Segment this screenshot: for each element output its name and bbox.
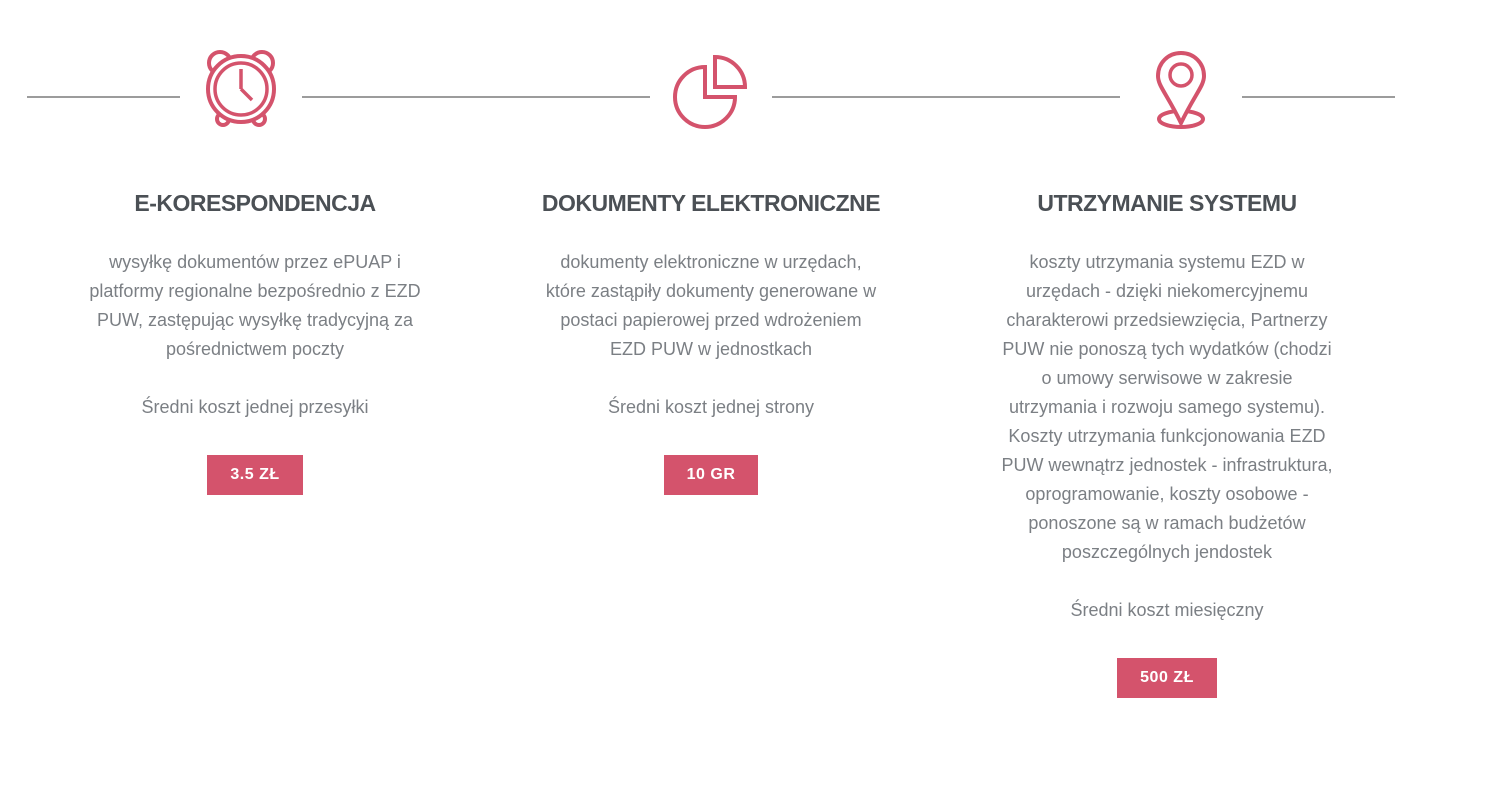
cost-label: Średni koszt jednej strony bbox=[607, 397, 815, 417]
column-title: DOKUMENTY ELEKTRONICZNE bbox=[541, 190, 881, 216]
cost-badge: 500 ZŁ bbox=[1117, 658, 1217, 698]
column-dokumenty-elektroniczne bbox=[483, 188, 939, 698]
cost-label: Średni koszt miesięczny bbox=[1070, 600, 1264, 620]
alarm-clock-icon bbox=[199, 47, 283, 129]
divider-line bbox=[302, 96, 650, 98]
cost-badge: 10 GR bbox=[664, 455, 759, 495]
column-e-korespondencja bbox=[27, 188, 483, 698]
divider-line bbox=[1242, 96, 1395, 98]
ezd-puw-costs-section bbox=[27, 0, 1395, 698]
column-description: koszty utrzymania systemu EZD w urzędach - dzięki niekomercyjnemu charakterowi przedsiewzięcia, Partnerzy PUW nie ponoszą tych wydatków (chodzi o umowy serwisowe w zakresie utrzymania i rozwoju samego systemu). Koszty utrzymania funkcjonowania EZD PUW wewnątrz jednostek - infrastruktura, oprogramowanie, koszty osobowe - ponoszone są w ramach budżetów poszczególnych jendostek bbox=[1001, 252, 1333, 562]
map-pin-icon bbox=[1139, 47, 1223, 129]
icon-divider-row bbox=[27, 0, 1395, 130]
divider-line bbox=[772, 96, 1120, 98]
column-title: UTRZYMANIE SYSTEMU bbox=[1037, 190, 1297, 216]
column-utrzymanie-systemu bbox=[939, 188, 1395, 698]
divider-line bbox=[27, 96, 180, 98]
column-description: wysyłkę dokumentów przez ePUAP i platformy regionalne bezpośrednio z EZD PUW, zastępując wysyłkę tradycyjną za pośrednictwem poczty bbox=[89, 252, 421, 359]
column-title: E-KORESPONDENCJA bbox=[134, 190, 376, 216]
column-description: dokumenty elektroniczne w urzędach, które zastąpiły dokumenty generowane w postaci papierowej przed wdrożeniem EZD PUW w jednostkach bbox=[545, 252, 877, 359]
cost-badge: 3.5 ZŁ bbox=[207, 455, 302, 495]
cost-columns bbox=[27, 188, 1395, 698]
cost-label: Średni koszt jednej przesyłki bbox=[141, 397, 369, 417]
pie-chart-icon bbox=[669, 47, 753, 129]
